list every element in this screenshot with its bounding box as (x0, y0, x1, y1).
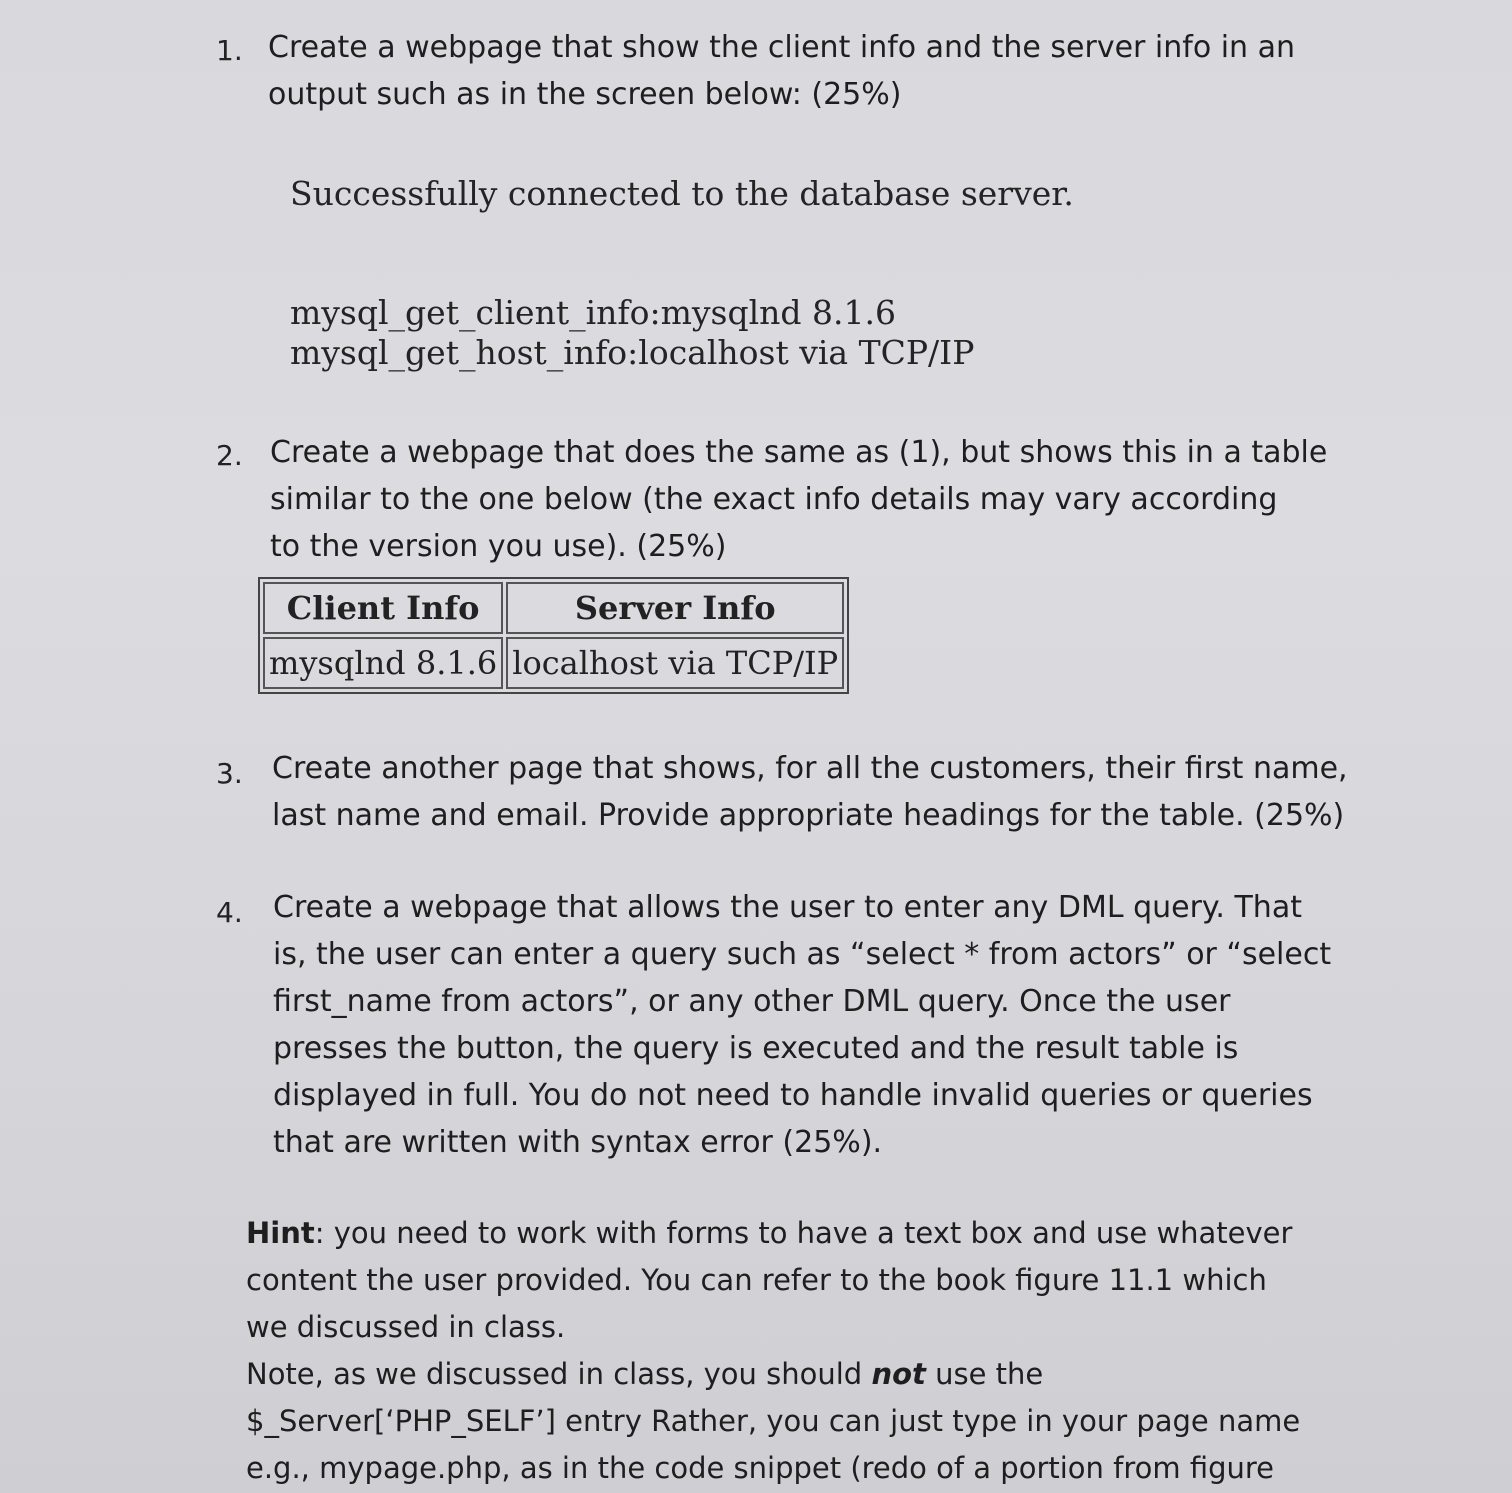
item-number: 4. (216, 896, 243, 929)
hint-line: we discussed in class. (246, 1310, 566, 1344)
question-line: Create a webpage that allows the user to enter any DML query. That (273, 890, 1302, 925)
question-line: Create a webpage that show the client info and the server info in an (268, 30, 1296, 65)
table-row (263, 637, 844, 689)
hint-section (246, 1210, 1300, 1492)
info-table (258, 577, 849, 694)
hint-line (246, 1210, 1300, 1257)
note-text: Note, as we discussed in class, you should (246, 1357, 872, 1391)
question-line: last name and email. Provide appropriate headings for the table. (25%) (272, 798, 1345, 833)
server-info-cell: localhost via TCP/IP (506, 637, 844, 689)
connected-message: Successfully connected to the database server. (290, 174, 1074, 213)
host-info-output: mysql_get_host_info:localhost via TCP/IP (290, 333, 975, 372)
hint-line: content the user provided. You can refer to the book figure 11.1 which (246, 1263, 1267, 1297)
question-line: output such as in the screen below: (25%) (268, 77, 902, 112)
question-line: to the version you use). (25%) (270, 529, 727, 564)
client-info-output: mysql_get_client_info:mysqlnd 8.1.6 (290, 293, 896, 332)
question-line: presses the button, the query is executed and the result table is (273, 1031, 1239, 1066)
note-line: $_Server[‘PHP_SELF’] entry Rather, you can just type in your page name (246, 1404, 1301, 1438)
question-line: first_name from actors”, or any other DML query. Once the user (273, 984, 1231, 1019)
client-info-cell: mysqlnd 8.1.6 (263, 637, 503, 689)
table-header-row (263, 582, 844, 634)
note-text: use the (925, 1357, 1044, 1391)
question-4-text (273, 884, 1331, 1166)
question-line: displayed in full. You do not need to handle invalid queries or queries (273, 1078, 1313, 1113)
item-number: 2. (216, 439, 243, 472)
item-number: 1. (216, 34, 243, 67)
question-line: that are written with syntax error (25%). (273, 1125, 883, 1160)
question-3-text (272, 745, 1348, 839)
note-emphasis: not (871, 1357, 926, 1391)
question-line: is, the user can enter a query such as “select * from actors” or “select (273, 937, 1332, 972)
note-line (246, 1351, 1300, 1398)
question-1-text (268, 24, 1295, 118)
client-info-header: Client Info (263, 582, 503, 634)
server-info-header: Server Info (506, 582, 844, 634)
question-2-text (270, 429, 1327, 570)
hint-text: : you need to work with forms to have a text box and use whatever (314, 1216, 1293, 1250)
question-line: Create another page that shows, for all the customers, their first name, (272, 751, 1348, 786)
hint-label: Hint (246, 1216, 315, 1250)
question-line: similar to the one below (the exact info details may vary according (270, 482, 1278, 517)
question-line: Create a webpage that does the same as (1), but shows this in a table (270, 435, 1328, 470)
item-number: 3. (216, 757, 243, 790)
note-line: e.g., mypage.php, as in the code snippet (redo of a portion from figure (246, 1451, 1275, 1485)
